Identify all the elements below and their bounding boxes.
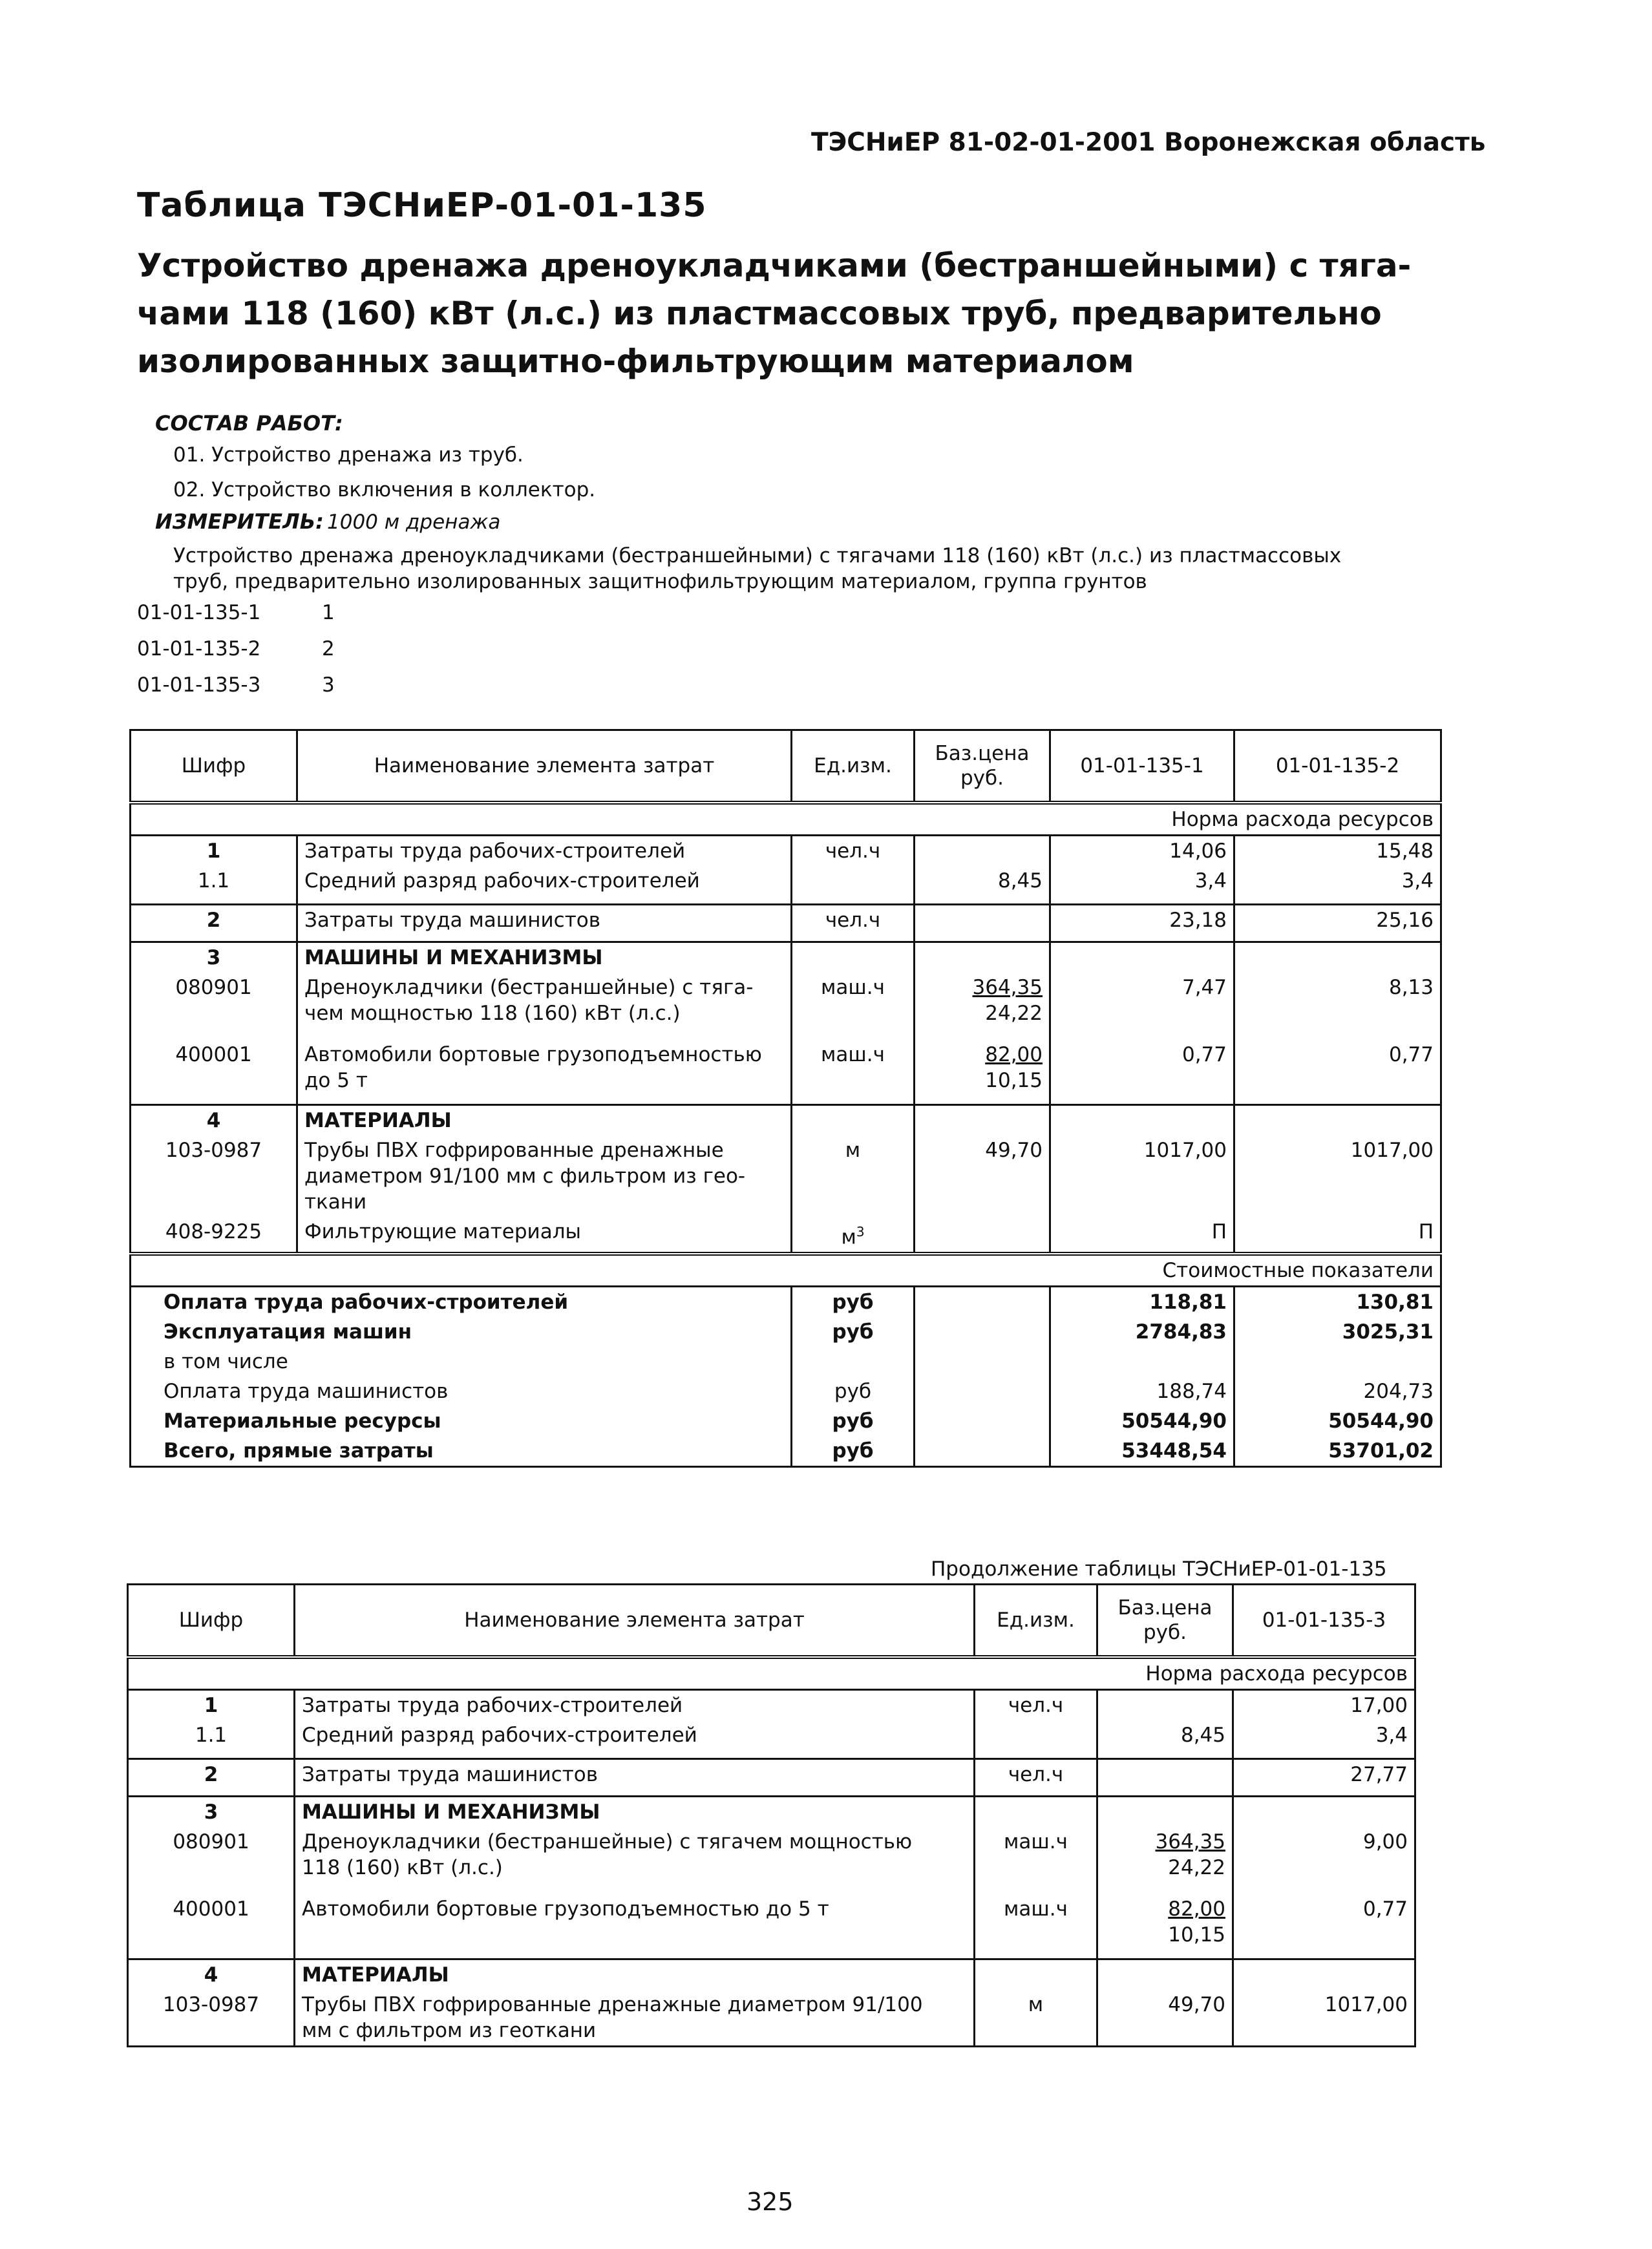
meter-value: 1000 м дренажа: [327, 511, 501, 534]
norm-label: Норма расхода ресурсов: [131, 803, 1441, 836]
table-row: 2 Затраты труда машинистов чел.ч 27,77: [128, 1759, 1415, 1797]
col-header-code: Шифр: [128, 1585, 295, 1657]
composition-label: СОСТАВ РАБОТ:: [155, 411, 343, 436]
subtitle-line: чами 118 (160) кВт (л.с.) из пластмассовых труб, предварительно: [137, 295, 1382, 332]
table-row: 103-0987 Трубы ПВХ гофрированные дренажные диаметром 91/100 мм с фильтром из гео- ткани м 49,70 1017,00 1017,00: [131, 1135, 1441, 1217]
code-id: 01-01-135-2: [137, 637, 261, 660]
resource-table-1: [129, 729, 1442, 1468]
col-header-price: Баз.цена руб.: [915, 730, 1050, 803]
table-row: 400001 Автомобили бортовые грузоподъемностью до 5 т маш.ч 82,00 10,15 0,77: [128, 1894, 1415, 1959]
code-id: 01-01-135-3: [137, 673, 261, 697]
table-row: 400001 Автомобили бортовые грузоподъемностью до 5 т маш.ч 82,00 10,15 0,77 0,77: [131, 1040, 1441, 1104]
meter-line: [155, 509, 500, 534]
table-row: 1 Затраты труда рабочих-строителей чел.ч 17,00: [128, 1689, 1415, 1720]
col-header-code: Шифр: [131, 730, 297, 803]
table-row: 2 Затраты труда машинистов чел.ч 23,18 25,16: [131, 905, 1441, 942]
table-header-row: [131, 730, 1441, 803]
page-number: 325: [747, 2188, 794, 2216]
table-subtitle: [137, 242, 1430, 385]
code-group: 2: [322, 637, 335, 660]
col-header-unit: Ед.изм.: [792, 730, 915, 803]
col-header-variant-2: 01-01-135-2: [1234, 730, 1441, 803]
section-row-machines: 3 МАШИНЫ И МЕХАНИЗМЫ: [128, 1797, 1415, 1828]
meter-label: ИЗМЕРИТЕЛЬ:: [155, 509, 324, 534]
table-row: 103-0987 Трубы ПВХ гофрированные дренажные диаметром 91/100 мм с фильтром из геоткани м 49,70 1017,00: [128, 1990, 1415, 2047]
table-row: 080901 Дреноукладчики (бестраншейные) с тягачем мощностью 118 (160) кВт (л.с.) маш.ч 364,35 24,22 9,00: [128, 1827, 1415, 1894]
col-header-variant-1: 01-01-135-1: [1050, 730, 1234, 803]
table-row: 1 Затраты труда рабочих-строителей чел.ч 14,06 15,48: [131, 835, 1441, 866]
code-entry: [137, 601, 335, 624]
col-header-name: Наименование элемента затрат: [295, 1585, 975, 1657]
cost-row: Оплата труда рабочих-строителей руб 118,81 130,81: [131, 1286, 1441, 1317]
table-row: 1.1 Средний разряд рабочих-строителей 8,45 3,4: [128, 1720, 1415, 1759]
col-header-variant-3: 01-01-135-3: [1233, 1585, 1415, 1657]
cost-row: Всего, прямые затраты руб 53448,54 53701,02: [131, 1436, 1441, 1467]
table-title: Таблица ТЭСНиЕР-01-01-135: [137, 186, 707, 225]
code-group: 1: [322, 601, 335, 624]
section-row-materials: 4 МАТЕРИАЛЫ: [128, 1959, 1415, 1990]
composition-item: 01. Устройство дренажа из труб.: [173, 443, 524, 467]
cost-row: Материальные ресурсы руб 50544,90 50544,90: [131, 1406, 1441, 1436]
document-header: ТЭСНиЕР 81-02-01-2001 Воронежская область: [811, 128, 1486, 157]
continuation-label: Продолжение таблицы ТЭСНиЕР-01-01-135: [931, 1557, 1387, 1581]
subtitle-line: Устройство дренажа дреноукладчиками (бестраншейными) с тяга-: [137, 247, 1412, 284]
composition-item: 02. Устройство включения в коллектор.: [173, 478, 596, 502]
cost-row: в том числе: [131, 1347, 1441, 1377]
col-header-unit: Ед.изм.: [975, 1585, 1097, 1657]
cost-row: Оплата труда машинистов руб 188,74 204,73: [131, 1377, 1441, 1406]
table-row: 1.1 Средний разряд рабочих-строителей 8,45 3,4 3,4: [131, 866, 1441, 905]
section-row-machines: 3 МАШИНЫ И МЕХАНИЗМЫ: [131, 942, 1441, 973]
description-line: труб, предварительно изолированных защитнофильтрующим материалом, группа грунтов: [173, 570, 1147, 593]
subtitle-line: изолированных защитно-фильтрующим материалом: [137, 343, 1134, 380]
code-group: 3: [322, 673, 335, 697]
col-header-name: Наименование элемента затрат: [297, 730, 792, 803]
cost-row: Эксплуатация машин руб 2784,83 3025,31: [131, 1317, 1441, 1347]
code-entry: [137, 637, 335, 660]
col-header-price: Баз.цена руб.: [1097, 1585, 1233, 1657]
table-row: 080901 Дреноукладчики (бестраншейные) с тяга- чем мощностью 118 (160) кВт (л.с.) маш.ч 364,35 24,22 7,47 8,13: [131, 973, 1441, 1040]
section-row-materials: 4 МАТЕРИАЛЫ: [131, 1104, 1441, 1135]
norm-label: Норма расхода ресурсов: [128, 1657, 1415, 1690]
table-header-row: [128, 1585, 1415, 1657]
code-id: 01-01-135-1: [137, 601, 261, 624]
cost-label: Стоимостные показатели: [131, 1254, 1441, 1287]
table-row: 408-9225 Фильтрующие материалы $м^3$ П П: [131, 1217, 1441, 1254]
description-line: Устройство дренажа дреноукладчиками (бестраншейными) с тягачами 118 (160) кВт (л.с.) из пластмассовых: [173, 544, 1342, 567]
resource-table-2: [127, 1583, 1416, 2047]
code-entry: [137, 673, 335, 697]
